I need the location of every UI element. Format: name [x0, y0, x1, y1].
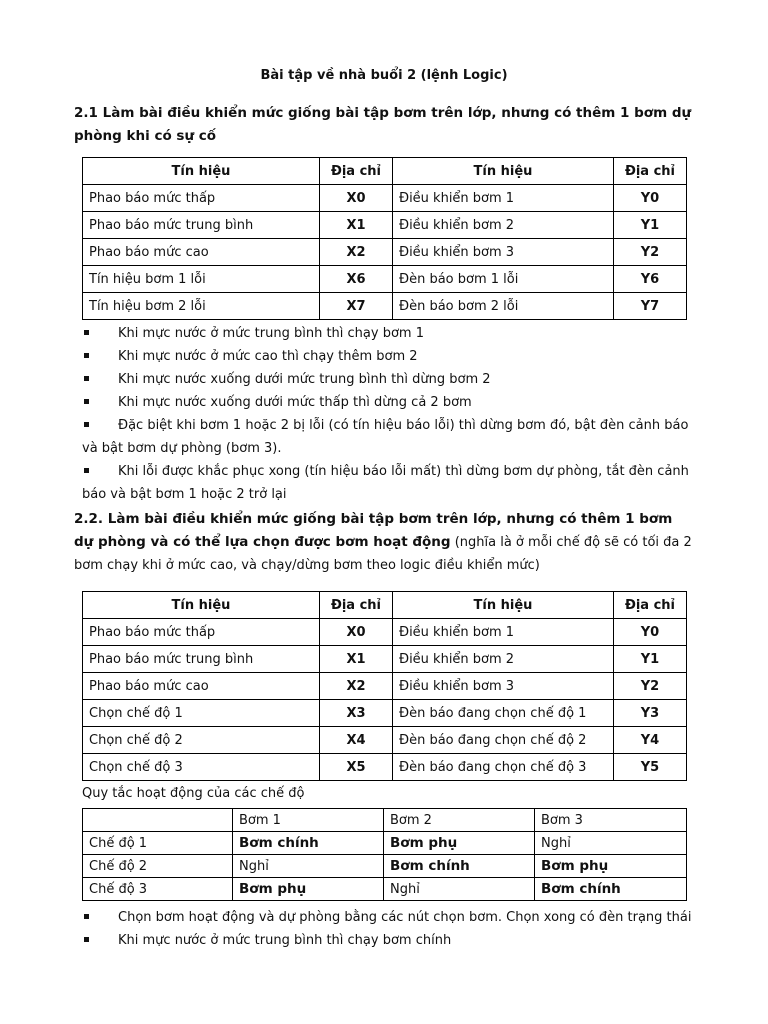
header-cell: Bơm 2 [384, 809, 535, 832]
signal-name: Phao báo mức cao [83, 239, 320, 266]
signal-address: Y1 [614, 646, 687, 673]
table-row [83, 619, 687, 646]
mode-label: Chế độ 3 [83, 878, 233, 901]
table-header-row [83, 158, 687, 185]
signal-address: Y2 [614, 673, 687, 700]
signal-address: X0 [320, 185, 393, 212]
table-row [83, 646, 687, 673]
signal-address: Y4 [614, 727, 687, 754]
table-row [83, 727, 687, 754]
signal-name: Chọn chế độ 3 [83, 754, 320, 781]
signal-name: Điều khiển bơm 2 [393, 646, 614, 673]
header-cell: Tín hiệu [393, 592, 614, 619]
signal-address: X5 [320, 754, 393, 781]
header-cell: Tín hiệu [393, 158, 614, 185]
table-row [83, 700, 687, 727]
header-cell: Tín hiệu [83, 158, 320, 185]
bullet-icon [84, 353, 89, 358]
pump-role: Bơm chính [535, 878, 687, 901]
signal-name: Phao báo mức thấp [83, 619, 320, 646]
table-row [83, 266, 687, 293]
section-2-heading-note: (nghĩa là ở mỗi chế độ sẽ có tối đa 2 bơm chạy khi ở mức cao, và chạy/dừng bơm theo logic điều khiển mức) [74, 535, 692, 573]
mode-label: Chế độ 1 [83, 832, 233, 855]
list-item [82, 391, 692, 414]
signal-name: Điều khiển bơm 1 [393, 619, 614, 646]
list-item-text: Khi mực nước xuống dưới mức trung bình thì dừng bơm 2 [118, 372, 491, 387]
signal-name: Phao báo mức cao [83, 673, 320, 700]
pump-role: Bơm chính [233, 832, 384, 855]
list-item-text: Chọn bơm hoạt động và dự phòng bằng các nút chọn bơm. Chọn xong có đèn trạng thái [118, 910, 692, 925]
signal-address: X7 [320, 293, 393, 320]
signal-name: Đèn báo bơm 1 lỗi [393, 266, 614, 293]
mode-rules-table [82, 808, 687, 901]
corner-cell [83, 809, 233, 832]
header-cell: Địa chỉ [320, 592, 393, 619]
list-item-text: Khi mực nước ở mức trung bình thì chạy bơm 1 [118, 326, 424, 341]
table-row [83, 673, 687, 700]
signal-name: Tín hiệu bơm 1 lỗi [83, 266, 320, 293]
header-cell: Địa chỉ [320, 158, 393, 185]
bullet-icon [84, 399, 89, 404]
signal-address: X2 [320, 673, 393, 700]
signal-name: Đèn báo bơm 2 lỗi [393, 293, 614, 320]
pump-role: Nghỉ [535, 832, 687, 855]
section-1-bullet-list [82, 322, 692, 506]
table-header-row [83, 592, 687, 619]
signal-name: Điều khiển bơm 3 [393, 239, 614, 266]
signal-address: Y3 [614, 700, 687, 727]
signal-name: Điều khiển bơm 1 [393, 185, 614, 212]
signal-address: Y6 [614, 266, 687, 293]
signal-address: X1 [320, 646, 393, 673]
bullet-icon [84, 330, 89, 335]
pump-role: Nghỉ [233, 855, 384, 878]
list-item [82, 368, 692, 391]
table-row [83, 878, 687, 901]
signal-address: Y2 [614, 239, 687, 266]
bullet-icon [84, 376, 89, 381]
table-row [83, 754, 687, 781]
list-item-text: Đặc biệt khi bơm 1 hoặc 2 bị lỗi (có tín hiệu báo lỗi) thì dừng bơm đó, bật đèn cảnh báo và bật bơm dự phòng (bơm 3). [82, 418, 689, 456]
table-row [83, 855, 687, 878]
list-item [82, 322, 692, 345]
signal-name: Đèn báo đang chọn chế độ 3 [393, 754, 614, 781]
signal-address: X6 [320, 266, 393, 293]
signal-address: Y7 [614, 293, 687, 320]
signal-name: Chọn chế độ 2 [83, 727, 320, 754]
list-item-text: Khi lỗi được khắc phục xong (tín hiệu báo lỗi mất) thì dừng bơm dự phòng, tắt đèn cảnh báo và bật bơm 1 hoặc 2 trở lại [82, 464, 689, 502]
signal-name: Phao báo mức thấp [83, 185, 320, 212]
signal-name: Đèn báo đang chọn chế độ 2 [393, 727, 614, 754]
signal-address: X1 [320, 212, 393, 239]
signal-name: Điều khiển bơm 3 [393, 673, 614, 700]
signal-address: X2 [320, 239, 393, 266]
bullet-icon [84, 422, 89, 427]
bullet-icon [84, 914, 89, 919]
header-cell: Bơm 1 [233, 809, 384, 832]
section-2-heading-bold: 2.2. Làm bài điều khiển mức giống bài tập bơm trên lớp, nhưng có thêm 1 bơm dự phòng và có thể lựa chọn được bơm hoạt động [74, 511, 673, 550]
pump-role: Bơm phụ [535, 855, 687, 878]
signal-name: Chọn chế độ 1 [83, 700, 320, 727]
header-cell: Tín hiệu [83, 592, 320, 619]
pump-role: Bơm chính [384, 855, 535, 878]
pump-role: Bơm phụ [233, 878, 384, 901]
signal-address: Y0 [614, 619, 687, 646]
mode-label: Chế độ 2 [83, 855, 233, 878]
bullet-icon [84, 468, 89, 473]
header-cell: Địa chỉ [614, 592, 687, 619]
list-item-text: Khi mực nước ở mức cao thì chạy thêm bơm 2 [118, 349, 418, 364]
table-row [83, 239, 687, 266]
list-item-text: Khi mực nước xuống dưới mức thấp thì dừng cả 2 bơm [118, 395, 472, 410]
list-item-text: Khi mực nước ở mức trung bình thì chạy bơm chính [118, 933, 452, 948]
section-2-bullet-list [82, 906, 692, 952]
signal-address: Y5 [614, 754, 687, 781]
table-row [83, 212, 687, 239]
pump-role: Nghỉ [384, 878, 535, 901]
header-cell: Địa chỉ [614, 158, 687, 185]
document-title: Bài tập về nhà buổi 2 (lệnh Logic) [260, 68, 508, 83]
section-1-signal-table [82, 157, 687, 320]
signal-name: Điều khiển bơm 2 [393, 212, 614, 239]
list-item [82, 906, 692, 929]
table-row [83, 185, 687, 212]
signal-address: Y0 [614, 185, 687, 212]
list-item [82, 414, 692, 460]
table-row [83, 293, 687, 320]
signal-address: X4 [320, 727, 393, 754]
signal-address: Y1 [614, 212, 687, 239]
signal-name: Đèn báo đang chọn chế độ 1 [393, 700, 614, 727]
list-item [82, 460, 692, 506]
list-item [82, 929, 692, 952]
pump-role: Bơm phụ [384, 832, 535, 855]
header-cell: Bơm 3 [535, 809, 687, 832]
table-header-row [83, 809, 687, 832]
signal-name: Phao báo mức trung bình [83, 212, 320, 239]
mode-table-caption: Quy tắc hoạt động của các chế độ [82, 786, 305, 801]
list-item [82, 345, 692, 368]
table-row [83, 832, 687, 855]
signal-name: Tín hiệu bơm 2 lỗi [83, 293, 320, 320]
section-2-signal-table [82, 591, 687, 781]
section-1-heading: 2.1 Làm bài điều khiển mức giống bài tập bơm trên lớp, nhưng có thêm 1 bơm dự phòng khi có sự cố [74, 105, 692, 144]
signal-address: X3 [320, 700, 393, 727]
signal-name: Phao báo mức trung bình [83, 646, 320, 673]
section-2-heading [74, 508, 694, 577]
signal-address: X0 [320, 619, 393, 646]
bullet-icon [84, 937, 89, 942]
